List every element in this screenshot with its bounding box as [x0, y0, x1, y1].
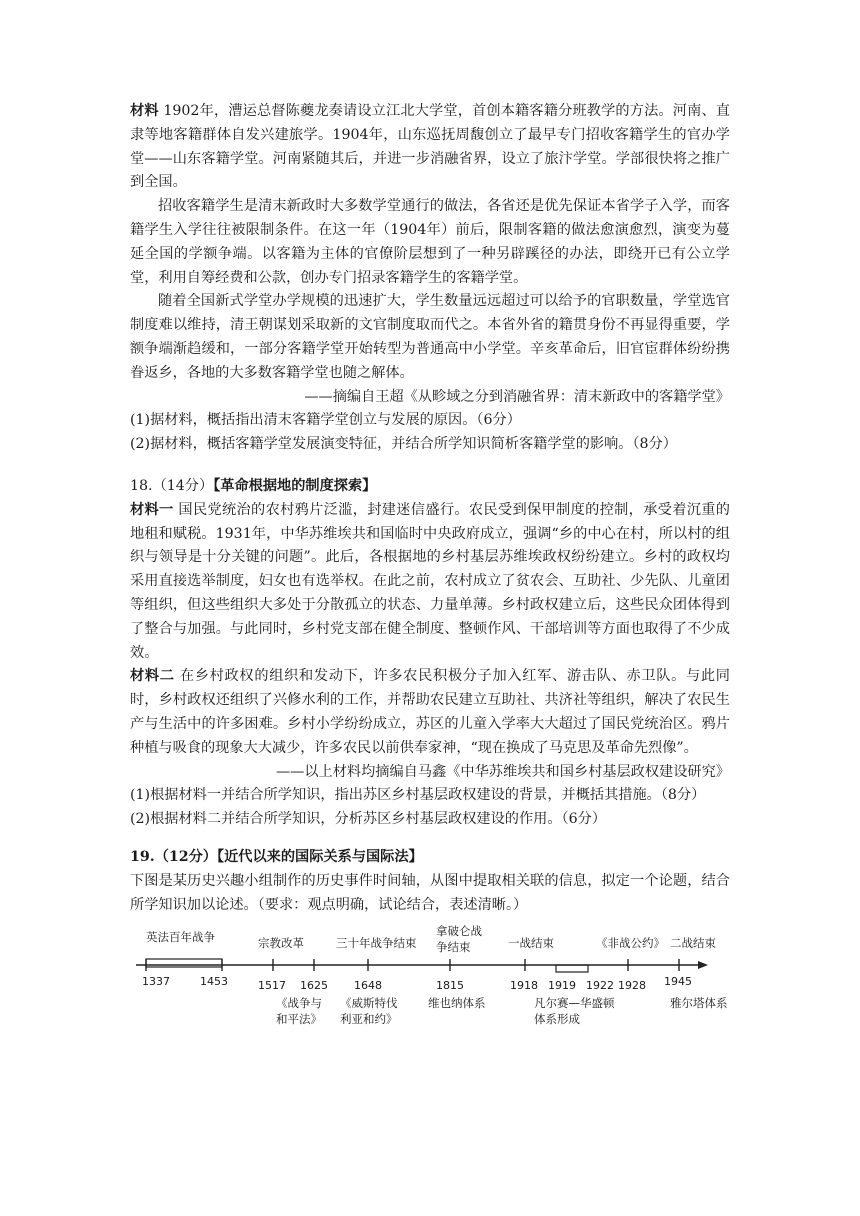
system-yalta: 雅尔塔体系: [670, 996, 728, 1011]
q19-heading: 19.（12分）【近代以来的国际关系与国际法】: [130, 848, 423, 865]
period-1919-1922: [556, 965, 588, 972]
q18-source: ——以上材料均摘编自马鑫《中华苏维埃共和国乡村基层政权建设研究》: [275, 763, 730, 780]
q17-source: ——摘编自王超《从畛域之分到消融省界：清末新政中的客籍学堂》: [304, 388, 730, 405]
exam-page: [130, 100, 730, 1029]
q18-material-2: 材料二 在乡村政权的组织和发动下，许多农民积极分子加入红军、游击队、赤卫队。与此同时，乡村政权还组织了兴修水利的工作，并帮助农民建立互助社、共济社等组织，解决了农民生产与生活中的许多困难。乡村小学纷纷成立，苏区的儿童入学率大大超过了国民党统治区。鸦片种植与吸食的现象大大减少，许多农民以前供奉家神，“现在换成了马克思及革命先烈像”。: [130, 668, 730, 756]
q17-material-para2: 招收客籍学生是清末新政时大多数学堂通行的做法，各省还是优先保证本省学子入学，而客籍学生入学往往被限制条件。在这一年（1904年）前后，限制客籍的做法愈演愈烈，演变为蔓延全国的学额争端。以客籍为主体的官僚阶层想到了一种另辟蹊径的办法，即绕开已有公立学堂，利用自筹经费和公款，创办专门招录客籍学生的客籍学堂。: [130, 198, 730, 286]
system-versailles-washington: 凡尔赛—华盛顿体系形成: [534, 996, 615, 1027]
year-1928: 1928: [618, 979, 646, 993]
event-napoleonic-war-end: 拿破仑战争结束: [436, 924, 482, 955]
year-1922: 1922: [586, 979, 614, 993]
event-ww2-end: 二战结束: [670, 936, 716, 951]
q18-material-1: 材料一 国民党统治的农村鸦片泛滥，封建迷信盛行。农民受到保甲制度的控制，承受着沉重的地租和赋税。1931年，中华苏维埃共和国临时中央政府成立，强调“乡的中心在村，所以村的组织与领导是十分关键的问题”。此后，各根据地的乡村基层苏维埃政权纷纷建立。乡村的政权均采用直接选举制度，妇女也有选举权。在此之前，农村成立了贫农会、互助社、少先队、儿童团等组织，但这些组织大多处于分散孤立的状态、力量单薄。乡村政权建立后，这些民众团体得到了整合与加强。与此同时，乡村党支部在健全制度、整顿作风、干部培训等方面也取得了不少成效。: [130, 501, 730, 661]
year-1815: 1815: [436, 979, 464, 993]
period-1337-1453: [146, 959, 222, 967]
treaty-law-of-war-and-peace: 《战争与和平法》: [276, 996, 322, 1027]
year-1918: 1918: [510, 979, 538, 993]
system-vienna: 维也纳体系: [428, 996, 486, 1011]
timeline-arrow: [698, 961, 708, 969]
q17-question-1: (1)据材料，概括指出清末客籍学堂创立与发展的原因。（6分）: [130, 412, 521, 429]
q17-material-para3: 随着全国新式学堂办学规模的迅速扩大，学生数量远远超过可以给予的官职数量，学堂选官制度难以维持，清王朝谋划采取新的文官制度取而代之。本省外省的籍贯身份不再显得重要，学额争端渐趋缓和，一部分客籍学堂开始转型为普通高中小学堂。辛亥革命后，旧官宦群体纷纷携眷返乡，各地的大多数客籍学堂也随之解体。: [130, 293, 730, 381]
material-label: 材料: [130, 103, 159, 119]
event-reformation: 宗教改革: [258, 936, 304, 951]
year-1625: 1625: [300, 979, 328, 993]
q18-question-1: (1)根据材料一并结合所学知识，指出苏区乡村基层政权建设的背景，并概括其措施。（8分）: [130, 787, 706, 804]
q17-question-2: (2)据材料，概括客籍学堂发展演变特征，并结合所学知识简析客籍学堂的影响。（8分）: [130, 436, 677, 453]
q18-heading: 18.（14分）【革命根据地的制度探索】: [130, 477, 377, 494]
q17-material-para1: 材料 1902年，漕运总督陈夔龙奏请设立江北大学堂，首创本籍客籍分班教学的方法。河南、直隶等地客籍群体自发兴建旅学。1904年，山东巡抚周馥创立了最早专门招收客籍学生的官办学堂——山东客籍学堂。河南紧随其后，并进一步消融省界，设立了旅汴学堂。学部很快将之推广到全国。: [130, 103, 730, 191]
event-ww1-end: 一战结束: [508, 936, 554, 951]
event-hundred-years-war: 英法百年战争: [146, 930, 215, 945]
q18-question-2: (2)根据材料二并结合所学知识，分析苏区乡村基层政权建设的作用。（6分）: [130, 811, 607, 828]
year-1648: 1648: [354, 979, 382, 993]
year-1919: 1919: [548, 979, 576, 993]
year-1337: 1337: [142, 975, 170, 989]
history-timeline: [130, 924, 730, 1029]
event-kellogg-briand-pact: 《非战公约》: [596, 936, 665, 951]
year-1945: 1945: [664, 975, 692, 989]
q19-prompt: 下图是某历史兴趣小组制作的历史事件时间轴，从图中提取相关联的信息，拟定一个论题，结合所学知识加以论述。（要求：观点明确，试论结合，表述清晰。）: [130, 872, 730, 913]
event-thirty-years-war-end: 三十年战争结束: [336, 936, 417, 951]
treaty-westphalia: 《威斯特伐利亚和约》: [340, 996, 398, 1027]
year-1453: 1453: [200, 975, 228, 989]
year-1517: 1517: [258, 979, 286, 993]
